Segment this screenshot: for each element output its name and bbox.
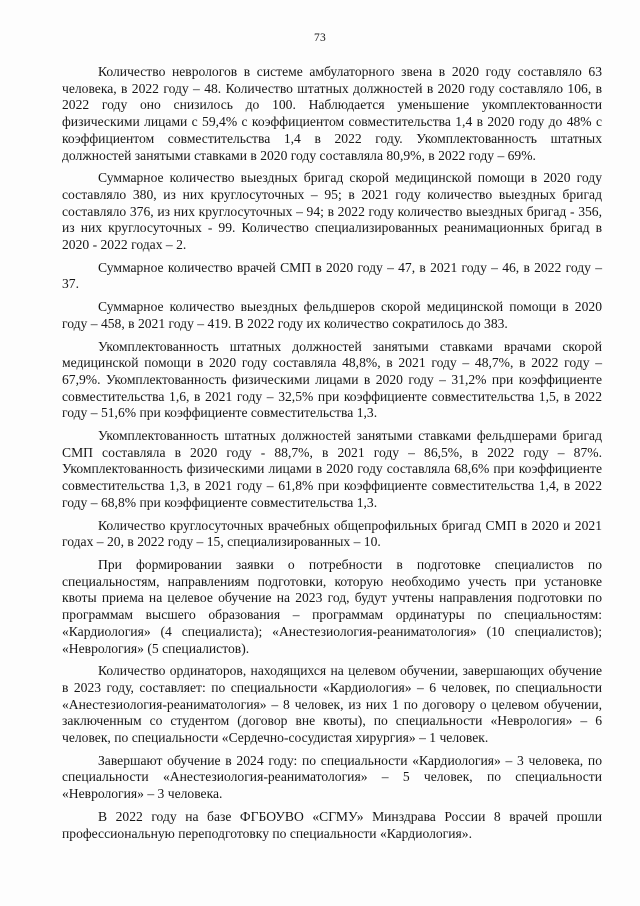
paragraph-round-the-clock-teams: Количество круглосуточных врачебных общепрофильных бригад СМП в 2020 и 2021 годах – 20, в 2022 году – 15, специализированных – 10. — [62, 517, 602, 550]
page-number: 73 — [314, 32, 326, 44]
paragraph-paramedics: Суммарное количество выездных фельдшеров скорой медицинской помощи в 2020 году – 458, в 2021 году – 419. В 2022 году их количество сократилось до 383. — [62, 299, 602, 331]
paragraph-neurologists: Количество неврологов в системе амбулаторного звена в 2020 году составляло 63 человека, в 2022 году – 48. Количество штатных должностей в 2020 году составляло 106, в 2022 году оно снизилось до 100. Наблюдается уменьшение укомплектованности физическими лицами с 59,4% с коэффициентом совместительства 1,4 в 2020 году до 48% с коэффициентом совместительства 1,4 в 2022 году. Укомплектованность штатных должностей занятыми ставками в 2020 году составляла 80,9%, в 2022 году – 69%. — [62, 64, 602, 163]
paragraph-doctor-staffing: Укомплектованность штатных должностей занятыми ставками врачами скорой медицинской помощи в 2020 году составляла 48,8%, в 2021 году – 48,7%, в 2022 году – 67,9%. Укомплектованность физическими лицами в 2020 году – 31,2% при коэффициенте совместительства 1,6, в 2021 году – 32,5% при коэффициенте совместительства 1,5, в 2022 году – 51,6% при коэффициенте совместительства 1,3. — [62, 338, 602, 421]
paragraph-residents-2023: Количество ординаторов, находящихся на целевом обучении, завершающих обучение в 2023 году, составляет: по специальности «Кардиология» – 6 человек, по специальности «Анестезиология-реаниматология» – 8 человек, из них 1 по договору о целевом обучении, заключенным со студентом (договор вне квоты), по специальности «Неврология» – 6 человек, по специальности «Сердечно-сосудистая хирургия» – 1 человек. — [62, 663, 602, 746]
paragraph-ambulance-teams: Суммарное количество выездных бригад скорой медицинской помощи в 2020 году составляло 380, из них круглосуточных – 95; в 2021 году количество выездных бригад составляло 376, из них круглосуточных – 94; в 2022 году количество выездных бригад - 356, из них круглосуточных - 99. Количество специализированных реанимационных бригад в 2020 - 2022 годах – 2. — [62, 170, 602, 253]
document-body — [62, 64, 602, 842]
paragraph-retraining: В 2022 году на базе ФГБОУВО «СГМУ» Минздрава России 8 врачей прошли профессиональную переподготовку по специальности «Кардиология». — [62, 808, 602, 841]
paragraph-ambulance-doctors: Суммарное количество врачей СМП в 2020 году – 47, в 2021 году – 46, в 2022 году – 37. — [62, 259, 602, 292]
paragraph-paramedic-staffing: Укомплектованность штатных должностей занятыми ставками фельдшерами бригад СМП составляла в 2020 году - 88,7%, в 2021 году – 86,5%, в 2022 году – 87%. Укомплектованность физическими лицами в 2020 году составляла 68,6% при коэффициенте совместительства 1,3, в 2021 году – 61,8% при коэффициенте совместительства 1,4, в 2022 году – 68,8% при коэффициенте совместительства 1,3. — [62, 428, 602, 510]
paragraph-training-quota: При формировании заявки о потребности в подготовке специалистов по специальностям, направлениям подготовки, которую необходимо учесть при установке квоты приема на целевое обучение на 2023 год, будут учтены направления подготовки по программам высшего образования – программам ординатуры по специальностям: «Кардиология» (4 специалиста); «Анестезиология-реаниматология» (10 специалистов); «Неврология» (5 специалистов). — [62, 556, 602, 656]
paragraph-residents-2024: Завершают обучение в 2024 году: по специальности «Кардиология» – 3 человека, по специальности «Анестезиология-реаниматология» – 5 человек, по специальности «Неврология» – 3 человека. — [62, 752, 602, 802]
